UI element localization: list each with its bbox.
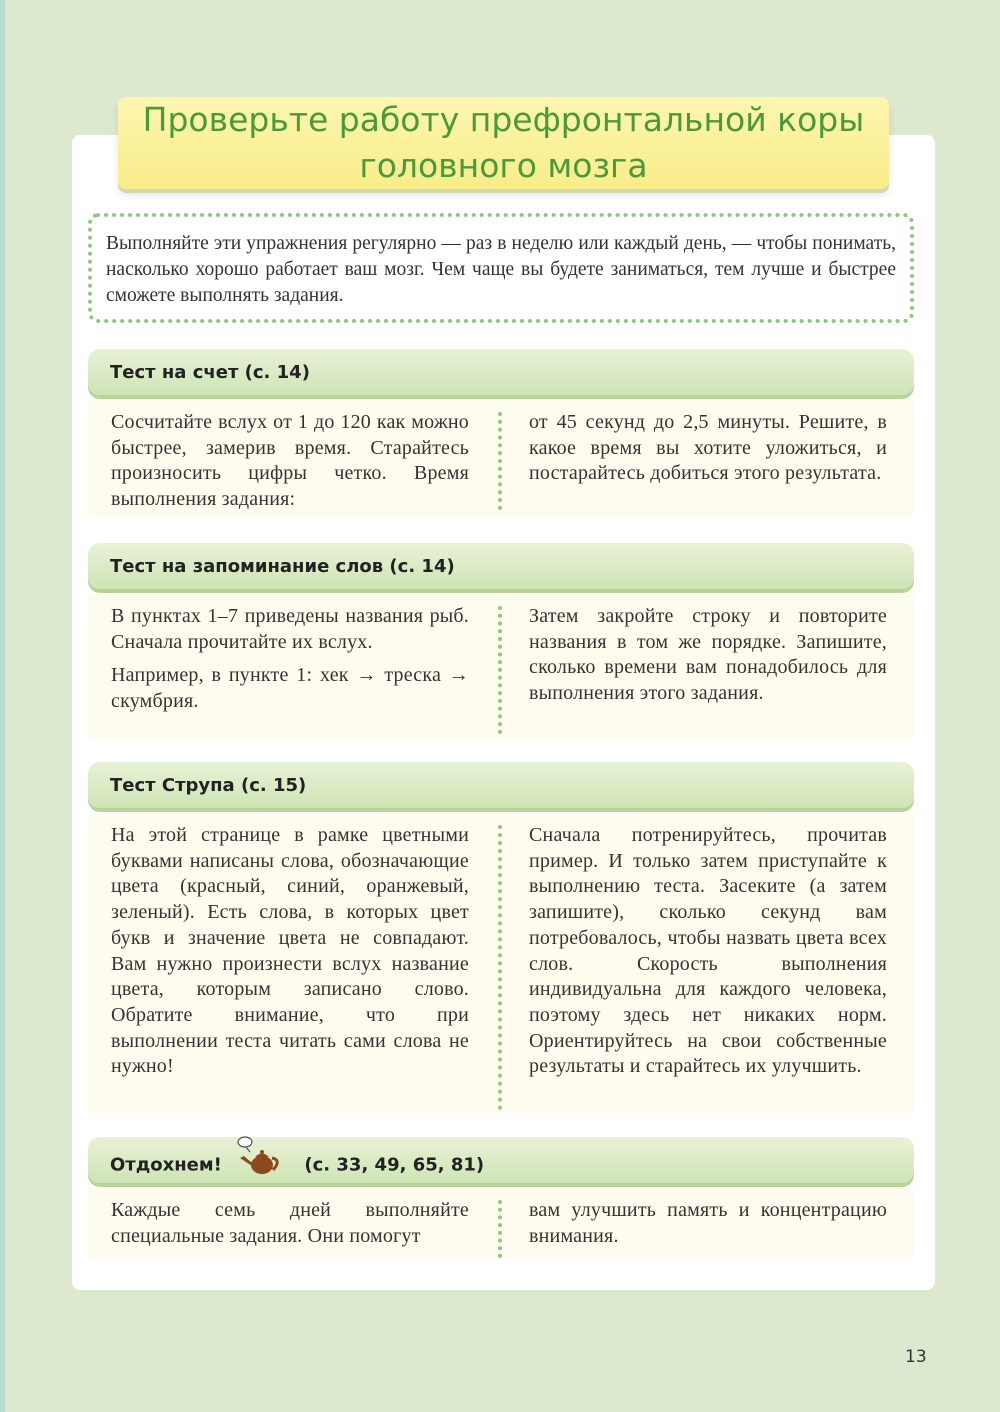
left-column [111, 823, 469, 1088]
left-column [111, 410, 469, 521]
right-column [529, 410, 887, 495]
intro-text: Выполняйте эти упражнения регулярно — раз в неделю или каждый день, — чтобы понимать, насколько хорошо работает ваш мозг. Чем чаще вы будете заниматься, тем лучше и быстрее сможете выполнять задания. [106, 233, 896, 306]
paragraph: Например, в пункте 1: хек → треска → скумбрия. [111, 664, 469, 713]
paragraph: вам улучшить память и концентрацию внимания. [529, 1199, 887, 1247]
left-column [111, 1198, 469, 1257]
section-header-word-memory-test [88, 543, 914, 589]
section-pages: (с. 33, 49, 65, 81) [304, 1154, 485, 1176]
right-column [529, 823, 887, 1088]
paragraph: В пунктах 1–7 приведены названия рыб. Сначала прочитайте их вслух. [111, 605, 469, 653]
paragraph: Сосчитайте вслух от 1 до 120 как можно быстрее, замерив время. Старайтесь произносить цифры четко. Время выполнения задания: [111, 411, 469, 511]
paragraph: Каждые семь дней выполняйте специальные задания. Они помогут [111, 1199, 469, 1247]
section-title: Отдохнем! [110, 1154, 222, 1176]
right-column [529, 604, 887, 715]
right-column [529, 1198, 887, 1257]
section-body-rest [88, 1188, 914, 1258]
title-line-2: головного мозга [359, 146, 648, 185]
title-line-1: Проверьте работу префронтальной коры [142, 100, 865, 139]
page-number: 13 [905, 1347, 927, 1367]
paragraph: На этой странице в рамке цветными буквами написаны слова, обозначающие цвета (красный, синий, оранжевый, зеленый). Есть слова, в которых цвет букв и значение цвета не совпадают. Вам нужно произнести вслух название цвета, которым записано слово. Обратите внимание, что при выполнении теста читать сами слова не нужно! [111, 824, 469, 1078]
paragraph: Сначала потренируйтесь, прочитав пример. И только затем приступайте к выполнению теста. Засеките (а затем запишите), сколько секунд вам потребовалось, чтобы назвать цвета всех слов. Скорость выполнения индивидуальна для каждого человека, поэтому здесь нет никаких норм. Ориентируйтесь на свои собственные результаты и старайтесь их улучшить. [529, 824, 887, 1078]
section-header-counting-test [88, 349, 914, 395]
section-header-rest [88, 1137, 914, 1183]
page-title [118, 97, 889, 189]
column-divider [498, 825, 502, 1110]
column-divider [498, 412, 502, 510]
section-title: Тест на счет (с. 14) [110, 362, 310, 383]
column-divider [498, 1200, 502, 1258]
section-header-stroop-test [88, 762, 914, 808]
section-body-counting-test [88, 400, 914, 518]
page-edge-strip [0, 0, 5, 1412]
section-title: Тест на запоминание слов (с. 14) [110, 556, 455, 577]
section-title: Тест Струпа (с. 15) [110, 775, 307, 796]
teapot-icon [236, 1136, 292, 1181]
paragraph: Затем закройте строку и повторите названия в том же порядке. Запишите, сколько времени вам понадобилось для выполнения этого задания. [529, 605, 887, 705]
section-body-word-memory-test [88, 594, 914, 739]
column-divider [498, 606, 502, 734]
left-column [111, 604, 469, 723]
section-body-stroop-test [88, 813, 914, 1113]
intro-box [88, 213, 914, 323]
paragraph: от 45 секунд до 2,5 минуты. Решите, в какое время вы хотите уложиться, и постарайтесь добиться этого результата. [529, 411, 887, 485]
